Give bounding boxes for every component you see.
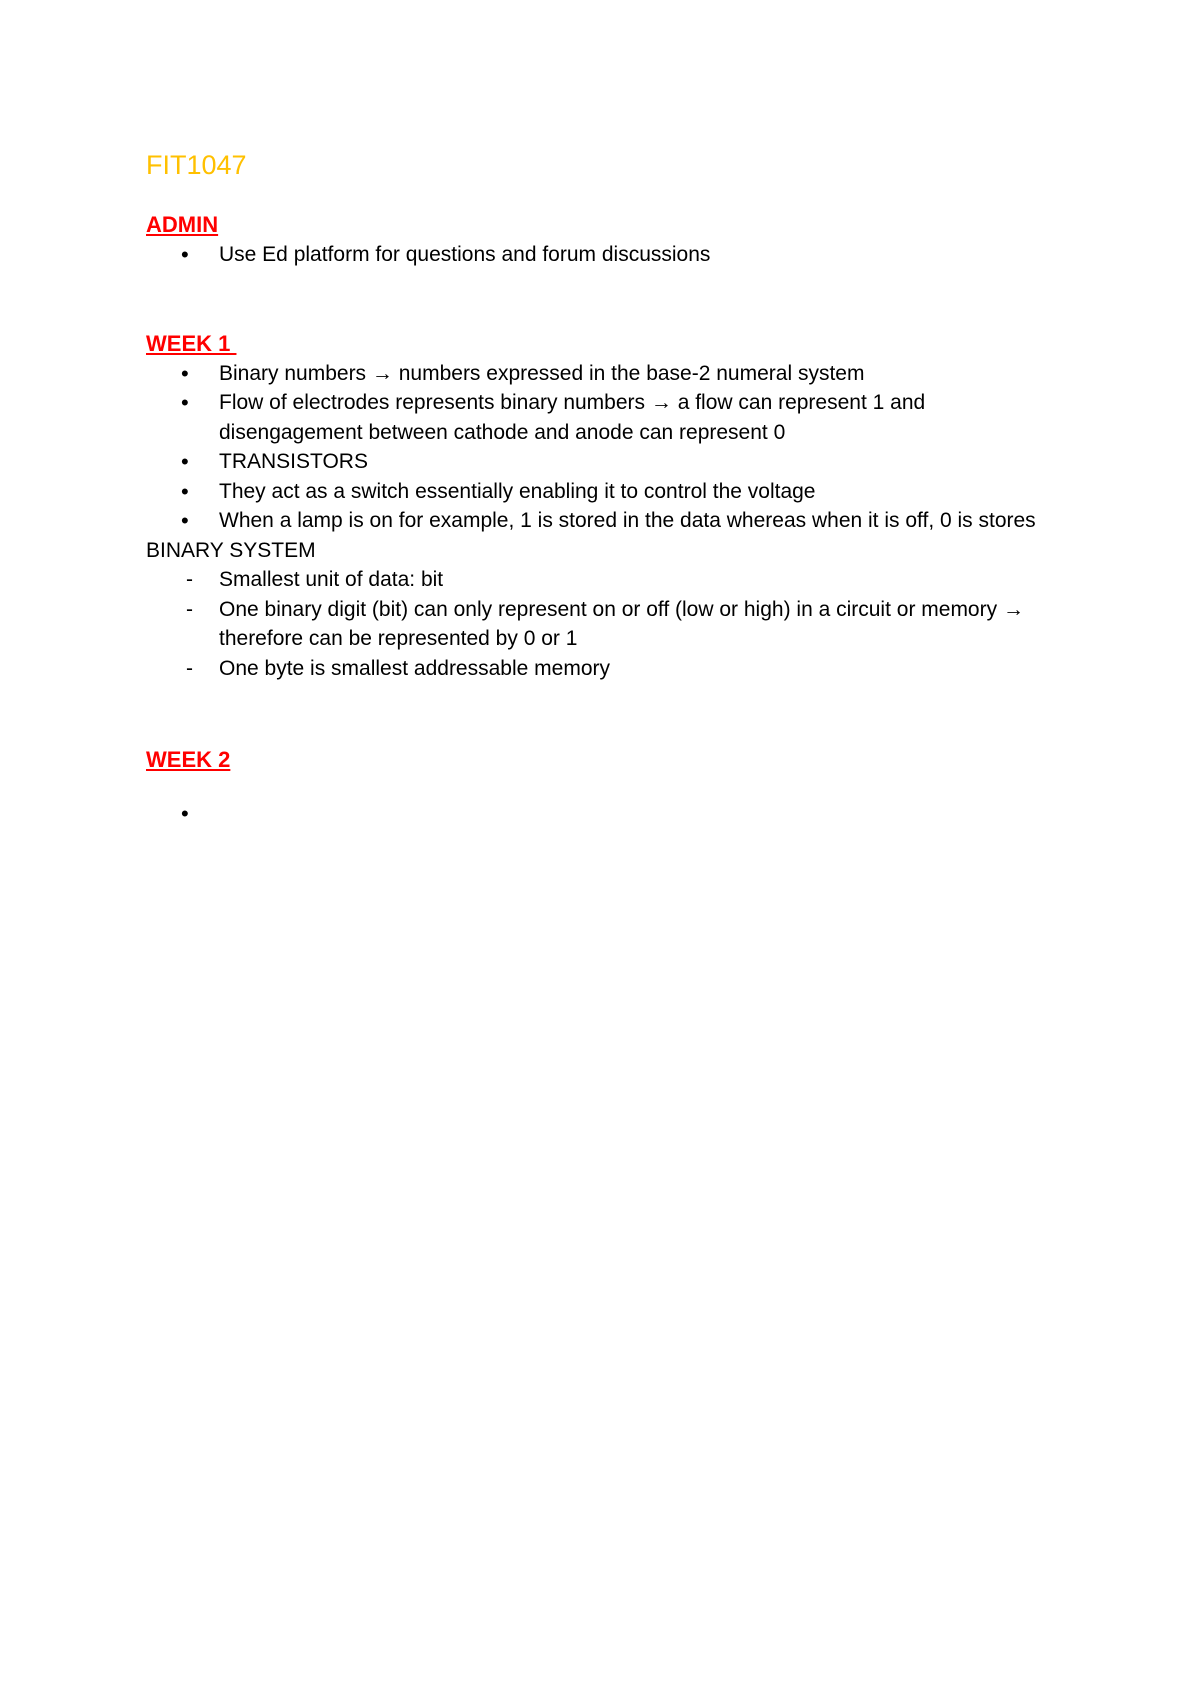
list-item: - One byte is smallest addressable memory	[146, 654, 1066, 684]
list-item: • Binary numbers → numbers expressed in the base-2 numeral system	[146, 359, 1066, 389]
binary-system-list	[146, 565, 1066, 683]
admin-list	[146, 240, 1066, 270]
list-item: - One binary digit (bit) can only represent on or off (low or high) in a circuit or memory → therefore can be represented by 0 or 1	[146, 595, 1066, 654]
week2-heading: WEEK 2	[146, 747, 231, 772]
week1-list	[146, 359, 1066, 536]
list-item: • They act as a switch essentially enabling it to control the voltage	[146, 477, 1066, 507]
week1-heading: WEEK 1	[146, 330, 237, 356]
list-item: • Use Ed platform for questions and forum discussions	[146, 240, 1066, 270]
list-item: • When a lamp is on for example, 1 is stored in the data whereas when it is off, 0 is stores	[146, 506, 1066, 536]
binary-system-heading: BINARY SYSTEM	[146, 538, 316, 562]
course-title: FIT1047	[146, 150, 247, 180]
list-item	[146, 799, 1066, 829]
document-body	[146, 148, 1066, 829]
week2-list	[146, 799, 1066, 829]
admin-heading: ADMIN	[146, 212, 219, 237]
list-item: • TRANSISTORS	[146, 447, 1066, 477]
list-item: - Smallest unit of data: bit	[146, 565, 1066, 595]
list-item: • Flow of electrodes represents binary numbers → a flow can represent 1 and disengagement between cathode and anode can represent 0	[146, 388, 1066, 447]
